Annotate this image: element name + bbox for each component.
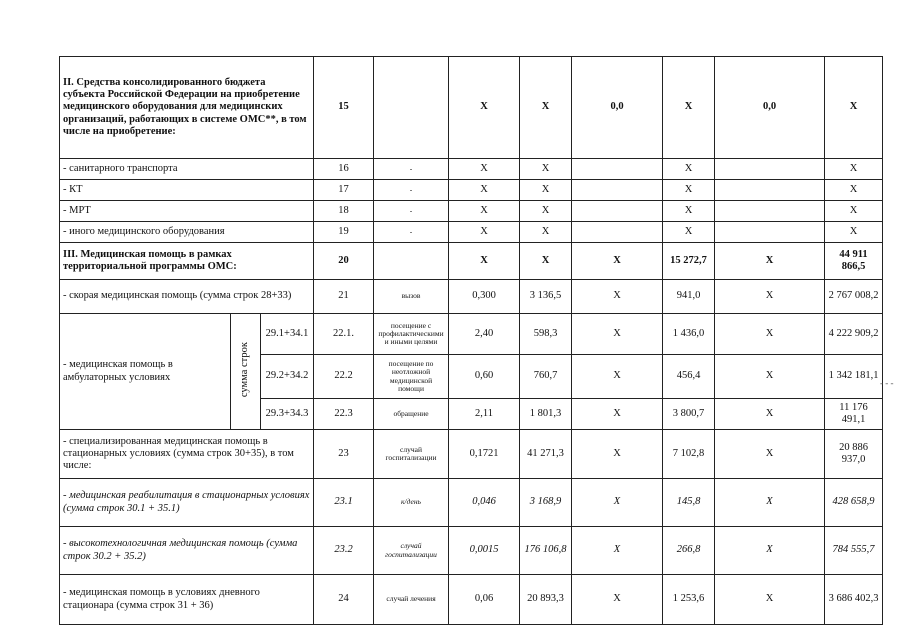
table-row: [60, 201, 883, 222]
row-value: [715, 222, 825, 243]
row-value: Х: [572, 243, 663, 280]
row-value: 0,0015: [449, 527, 520, 575]
row-value: 1 342 181,1: [825, 355, 883, 399]
table-row: [60, 430, 883, 479]
row-value: 2,11: [449, 399, 520, 430]
row-value: 7 102,8: [663, 430, 715, 479]
row-unit: -: [374, 159, 449, 180]
table-row: [60, 243, 883, 280]
row-value: Х: [715, 479, 825, 527]
row-unit: -: [374, 201, 449, 222]
row-unit: вызов: [374, 280, 449, 314]
row-value: Х: [825, 180, 883, 201]
row-value: [572, 201, 663, 222]
row-value: 266,8: [663, 527, 715, 575]
row-value: 2,40: [449, 314, 520, 355]
row-code: 19: [314, 222, 374, 243]
row-code: 20: [314, 243, 374, 280]
row-code: 24: [314, 575, 374, 625]
row-value: 760,7: [520, 355, 572, 399]
row-value: 0,60: [449, 355, 520, 399]
row-code: 21: [314, 280, 374, 314]
row-value: [715, 201, 825, 222]
table-row: [60, 575, 883, 625]
row-value: 11 176 491,1: [825, 399, 883, 430]
row-value: Х: [572, 479, 663, 527]
row-value: [572, 222, 663, 243]
row-name: - медицинская реабилитация в стационарных условиях (сумма строк 30.1 + 35.1): [60, 479, 314, 527]
amb-sum: 29.3+34.3: [261, 399, 314, 430]
row-value: Х: [825, 159, 883, 180]
row-value: 3 136,5: [520, 280, 572, 314]
table-row: [60, 527, 883, 575]
row-value: 4 222 909,2: [825, 314, 883, 355]
row-name: - высокотехнологичная медицинская помощь (сумма строк 30.2 + 35.2): [60, 527, 314, 575]
row-unit: -: [374, 222, 449, 243]
row-value: 456,4: [663, 355, 715, 399]
row-value: Х: [663, 57, 715, 159]
row-name: - иного медицинского оборудования: [60, 222, 314, 243]
table-row: [60, 314, 883, 355]
row-code: 15: [314, 57, 374, 159]
row-value: Х: [520, 222, 572, 243]
row-value: [715, 159, 825, 180]
row-value: Х: [572, 575, 663, 625]
row-name: III. Медицинская помощь в рамках территориальной программы ОМС:: [60, 243, 314, 280]
row-unit: [374, 243, 449, 280]
row-value: Х: [520, 180, 572, 201]
row-unit: посещение по неотложной медицинской помощи: [374, 355, 449, 399]
row-value: Х: [715, 243, 825, 280]
table-row: [60, 57, 883, 159]
row-value: Х: [715, 430, 825, 479]
row-value: 428 658,9: [825, 479, 883, 527]
row-value: Х: [715, 575, 825, 625]
row-value: Х: [449, 243, 520, 280]
row-value: 2 767 008,2: [825, 280, 883, 314]
table-row: [60, 280, 883, 314]
row-value: Х: [572, 399, 663, 430]
row-value: [715, 180, 825, 201]
row-value: Х: [663, 180, 715, 201]
row-value: 20 893,3: [520, 575, 572, 625]
row-value: Х: [520, 201, 572, 222]
row-value: Х: [715, 527, 825, 575]
budget-table: [59, 56, 883, 625]
row-value: 0,06: [449, 575, 520, 625]
row-value: 176 106,8: [520, 527, 572, 575]
row-value: Х: [449, 180, 520, 201]
row-value: Х: [825, 222, 883, 243]
amb-vertical-label: сумма строк: [239, 341, 251, 398]
row-code: 16: [314, 159, 374, 180]
row-value: Х: [715, 314, 825, 355]
table-row: [60, 222, 883, 243]
row-value: Х: [520, 57, 572, 159]
row-value: 598,3: [520, 314, 572, 355]
row-name: II. Средства консолидированного бюджета субъекта Российской Федерации на приобретение медицинского оборудования для медицинских организаций, работающих в системе ОМС**, в том числе на приобретение:: [60, 57, 314, 159]
row-name: - МРТ: [60, 201, 314, 222]
row-value: Х: [663, 201, 715, 222]
row-name: - санитарного транспорта: [60, 159, 314, 180]
table-body: [60, 57, 883, 625]
row-unit: [374, 57, 449, 159]
scan-mark: - - -: [880, 378, 894, 388]
row-value: Х: [715, 280, 825, 314]
row-value: 145,8: [663, 479, 715, 527]
row-value: 0,300: [449, 280, 520, 314]
row-code: 17: [314, 180, 374, 201]
row-value: [572, 159, 663, 180]
row-value: Х: [825, 57, 883, 159]
row-value: Х: [572, 355, 663, 399]
row-value: Х: [572, 280, 663, 314]
row-value: Х: [663, 159, 715, 180]
row-value: 3 686 402,3: [825, 575, 883, 625]
row-code: 22.2: [314, 355, 374, 399]
table-row: [60, 479, 883, 527]
row-code: 22.1.: [314, 314, 374, 355]
row-value: Х: [520, 243, 572, 280]
row-unit: посещение с профилактическими и иными целями: [374, 314, 449, 355]
row-value: Х: [715, 399, 825, 430]
row-value: 941,0: [663, 280, 715, 314]
row-code: 22.3: [314, 399, 374, 430]
row-value: 1 253,6: [663, 575, 715, 625]
table-row: [60, 180, 883, 201]
row-code: 23: [314, 430, 374, 479]
row-value: Х: [663, 222, 715, 243]
row-value: 0,1721: [449, 430, 520, 479]
row-value: Х: [520, 159, 572, 180]
row-value: Х: [825, 201, 883, 222]
row-value: Х: [572, 430, 663, 479]
row-value: 0,0: [572, 57, 663, 159]
row-value: [572, 180, 663, 201]
amb-sum: 29.2+34.2: [261, 355, 314, 399]
row-value: 20 886 937,0: [825, 430, 883, 479]
row-value: 3 168,9: [520, 479, 572, 527]
row-code: 23.2: [314, 527, 374, 575]
row-value: 1 801,3: [520, 399, 572, 430]
row-value: Х: [572, 527, 663, 575]
row-name: - скорая медицинская помощь (сумма строк 28+33): [60, 280, 314, 314]
row-unit: случай госпитализации: [374, 430, 449, 479]
row-value: Х: [572, 314, 663, 355]
table-row: [60, 159, 883, 180]
row-value: 41 271,3: [520, 430, 572, 479]
row-value: 0,046: [449, 479, 520, 527]
row-value: 15 272,7: [663, 243, 715, 280]
amb-name: - медицинская помощь в амбулаторных условиях: [60, 314, 231, 430]
row-value: 1 436,0: [663, 314, 715, 355]
row-unit: случай лечения: [374, 575, 449, 625]
row-value: Х: [449, 201, 520, 222]
row-value: 784 555,7: [825, 527, 883, 575]
row-name: - специализированная медицинская помощь в стационарных условиях (сумма строк 30+35), в том числе:: [60, 430, 314, 479]
row-value: Х: [449, 57, 520, 159]
row-value: 0,0: [715, 57, 825, 159]
amb-sum: 29.1+34.1: [261, 314, 314, 355]
row-value: 3 800,7: [663, 399, 715, 430]
row-unit: обращение: [374, 399, 449, 430]
row-value: Х: [715, 355, 825, 399]
row-unit: случай госпитализации: [374, 527, 449, 575]
row-unit: -: [374, 180, 449, 201]
row-name: - КТ: [60, 180, 314, 201]
row-code: 23.1: [314, 479, 374, 527]
row-name: - медицинская помощь в условиях дневного стационара (сумма строк 31 + 36): [60, 575, 314, 625]
row-value: 44 911 866,5: [825, 243, 883, 280]
row-value: Х: [449, 159, 520, 180]
row-unit: к/день: [374, 479, 449, 527]
amb-vertical-cell: [231, 314, 261, 430]
row-value: Х: [449, 222, 520, 243]
row-code: 18: [314, 201, 374, 222]
